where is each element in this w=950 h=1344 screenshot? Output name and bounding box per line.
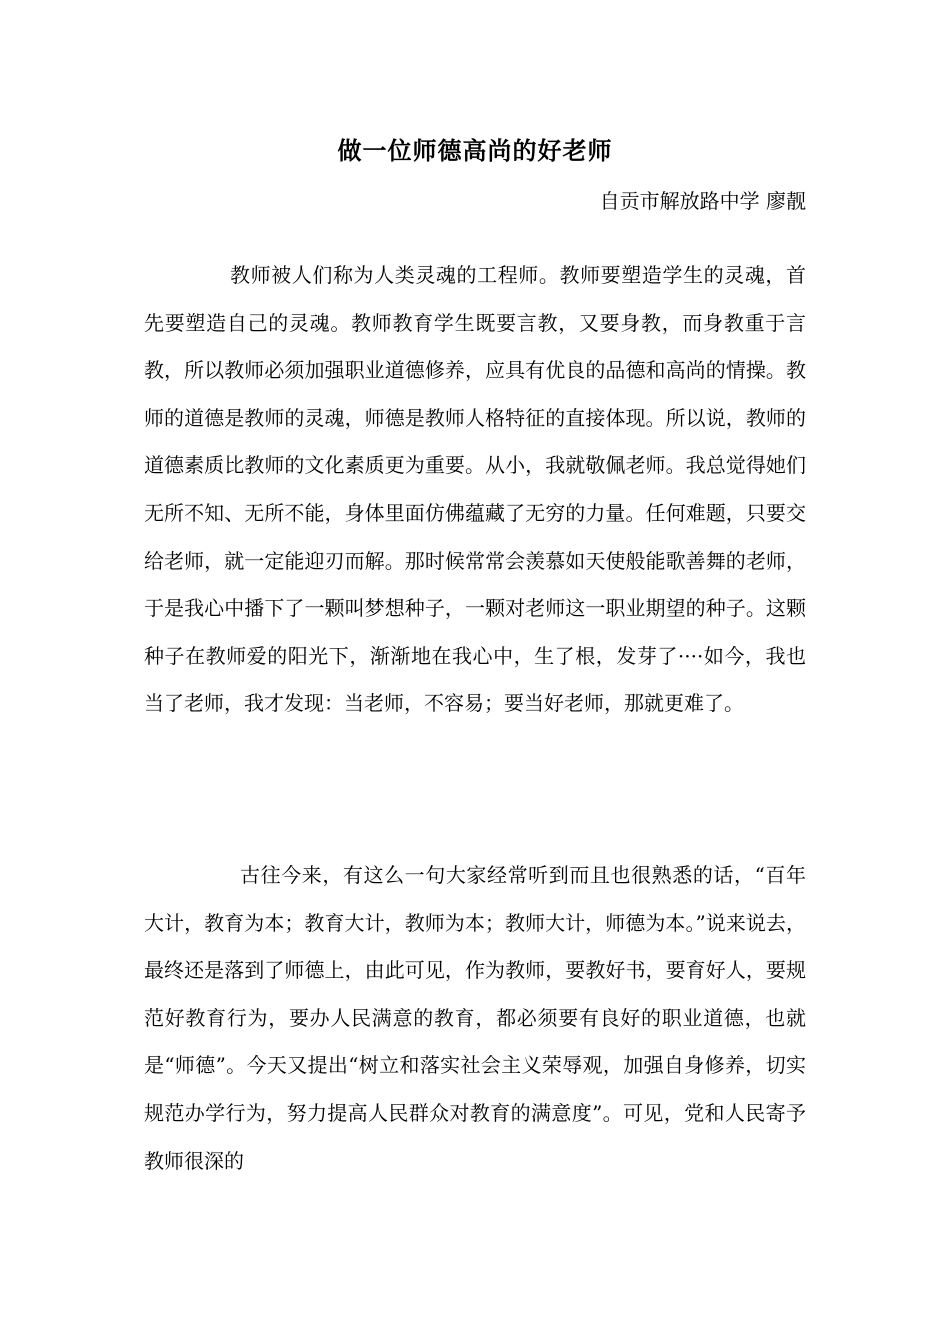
paragraph-2: 古往今来，有这么一句大家经常听到而且也很熟悉的话，“百年大计，教育为本；教育大计，教师为本；教师大计，师德为本。”说来说去，最终还是落到了师德上，由此可见，作为教师，要教好书，要育好人，要规范好教育行为，要办人民满意的教育，都必须要有良好的职业道德，也就是“师德”。今天又提出“树立和落实社会主义荣辱观，加强自身修养，切实规范办学行为，努力提高人民群众对教育的满意度”。可见，党和人民寄予教师很深的 [144, 863, 806, 1173]
paragraph-1: 教师被人们称为人类灵魂的工程师。教师要塑造学生的灵魂，首先要塑造自己的灵魂。教师教育学生既要言教，又要身教，而身教重于言教，所以教师必须加强职业道德修养，应具有优良的品德和高尚的情操。教师的道德是教师的灵魂，师德是教师人格特征的直接体现。所以说，教师的道德素质比教师的文化素质更为重要。从小，我就敬佩老师。我总觉得她们无所不知、无所不能，身体里面仿佛蕴藏了无穷的力量。任何难题，只要交给老师，就一定能迎刃而解。那时候常常会羡慕如天使般能歌善舞的老师，于是我心中播下了一颗叫梦想种子，一颗对老师这一职业期望的种子。这颗种子在教师爱的阳光下，渐渐地在我心中，生了根，发芽了····如今，我也当了老师，我才发现：当老师，不容易；要当好老师，那就更难了。 [144, 263, 806, 716]
document-author: 自贡市解放路中学 廖靓 [599, 189, 806, 213]
document-title: 做一位师德高尚的好老师 [337, 136, 613, 165]
